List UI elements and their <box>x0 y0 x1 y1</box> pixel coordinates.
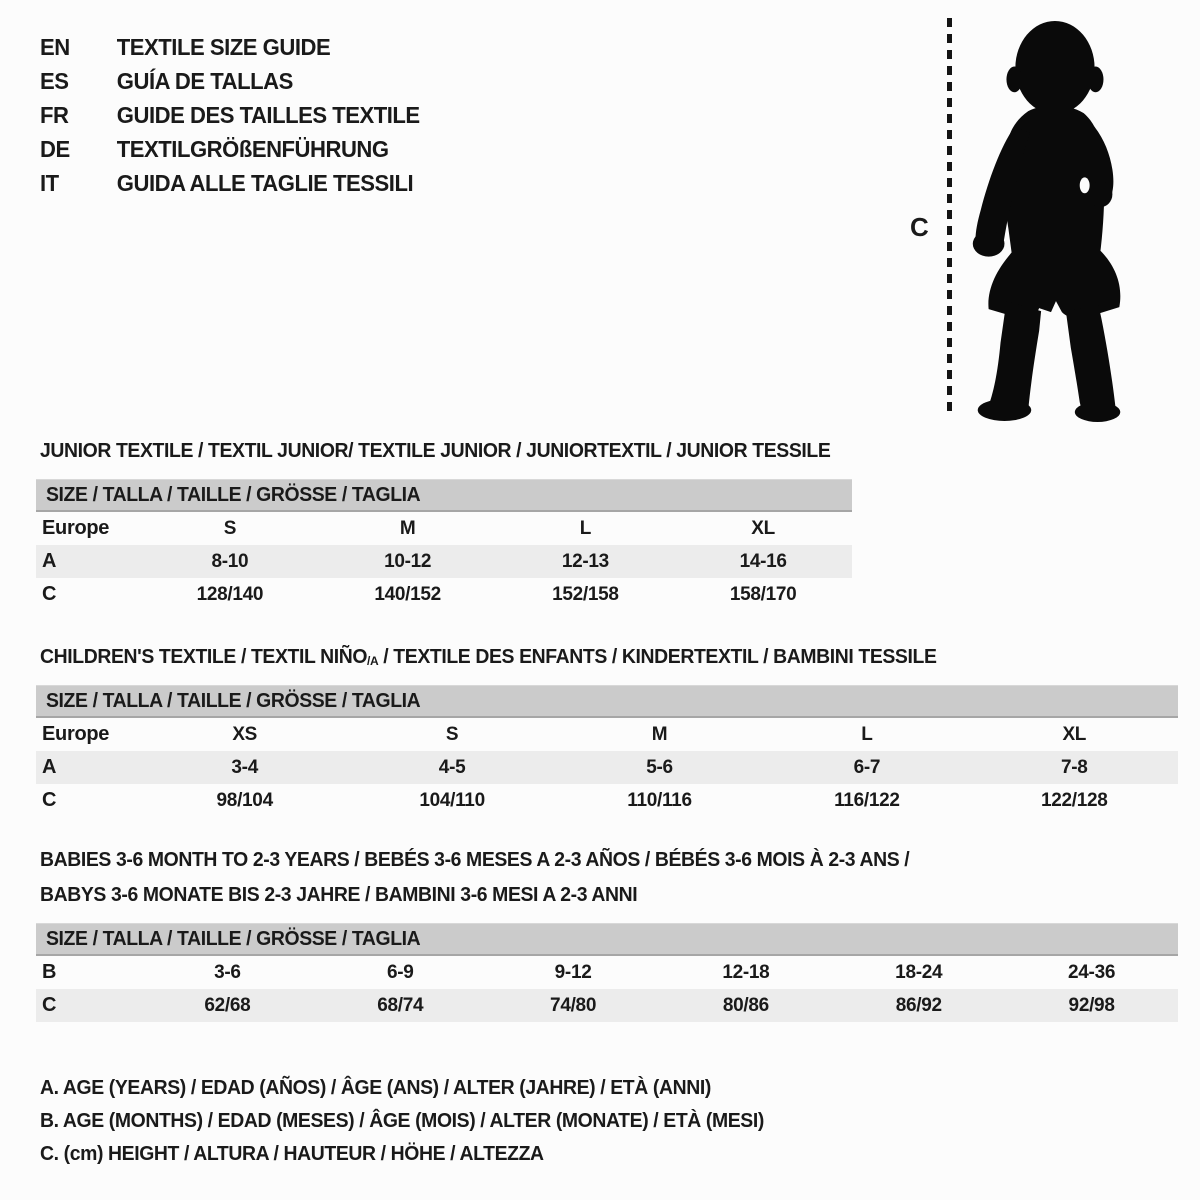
size-value-cell: 128/140 <box>196 583 264 605</box>
size-value-cell: 152/158 <box>552 583 619 605</box>
title-text: BABYS 3-6 MONATE BIS 2-3 JAHRE / BAMBINI 3-6 MESI A 2-3 ANNI <box>40 884 638 906</box>
language-row <box>40 132 420 166</box>
size-value-cell: L <box>579 517 592 539</box>
section-title-line <box>40 436 831 471</box>
size-value-cell: XS <box>232 723 258 745</box>
size-value-cell: S <box>223 517 237 539</box>
size-value-cell: 92/98 <box>1068 994 1115 1016</box>
size-value-cell: 62/68 <box>204 994 251 1016</box>
language-code: DE <box>40 135 70 162</box>
size-value-cell: 8-10 <box>211 550 249 572</box>
size-value-cell: M <box>651 723 668 745</box>
size-table-junior <box>36 512 852 611</box>
language-list <box>40 30 436 200</box>
size-value-cell: XL <box>751 517 775 539</box>
language-code: FR <box>40 101 69 128</box>
table-row <box>36 956 1178 989</box>
size-value-cell: 158/170 <box>729 583 797 605</box>
section-childrens-textile <box>36 642 1178 817</box>
size-value-cell: 116/122 <box>834 789 900 811</box>
size-value-cell: 14-16 <box>739 550 787 572</box>
size-value-cell: 10-12 <box>384 550 432 572</box>
section-babies <box>36 845 1178 1022</box>
size-header-label: SIZE / TALLA / TAILLE / GRÖSSE / TAGLIA <box>46 689 421 712</box>
language-code: IT <box>40 169 59 196</box>
size-value-cell: 6-9 <box>386 961 414 983</box>
size-value-cell: 98/104 <box>216 789 273 811</box>
table-row <box>36 512 852 545</box>
size-value-cell: S <box>445 723 459 745</box>
size-value-cell: 3-4 <box>231 756 258 778</box>
table-row <box>36 751 1178 784</box>
language-row <box>40 98 420 132</box>
footnote-line: B. AGE (MONTHS) / EDAD (MESES) / ÂGE (MOIS) / ALTER (MONATE) / ETÀ (MESI) <box>40 1110 764 1132</box>
size-value-cell: 7-8 <box>1061 756 1088 778</box>
title-text: / TEXTILE DES ENFANTS / KINDERTEXTIL / BAMBINI TESSILE <box>378 646 937 668</box>
title-subscript: /A <box>367 654 379 668</box>
size-value-cell: M <box>399 517 416 539</box>
row-label-cell: A <box>42 756 57 778</box>
section-title <box>36 642 1178 677</box>
section-title-line <box>40 880 1144 915</box>
size-header-bar <box>36 923 1178 956</box>
row-label-cell: C <box>42 583 57 605</box>
language-title: GUIDE DES TAILLES TEXTILE <box>116 101 420 128</box>
language-row <box>40 166 420 200</box>
footnote-line: A. AGE (YEARS) / EDAD (AÑOS) / ÂGE (ANS) / ALTER (JAHRE) / ETÀ (ANNI) <box>40 1077 711 1099</box>
table-row <box>36 545 852 578</box>
size-value-cell: 12-18 <box>722 961 770 983</box>
size-header-bar <box>36 685 1178 718</box>
size-value-cell: L <box>861 723 873 745</box>
section-junior-textile <box>36 436 852 611</box>
language-title: GUIDA ALLE TAGLIE TESSILI <box>116 169 414 196</box>
size-value-cell: 9-12 <box>554 961 592 983</box>
size-header-label: SIZE / TALLA / TAILLE / GRÖSSE / TAGLIA <box>46 483 421 506</box>
section-title-line <box>40 642 1144 677</box>
size-value-cell: 4-5 <box>438 756 466 778</box>
section-title <box>36 436 852 471</box>
size-value-cell: 3-6 <box>214 961 241 983</box>
baby-silhouette-icon <box>953 14 1151 426</box>
size-table-children <box>36 718 1178 817</box>
row-label-cell: C <box>42 994 57 1016</box>
size-value-cell: 122/128 <box>1040 789 1108 811</box>
row-label-cell: A <box>42 550 57 572</box>
size-header-bar <box>36 479 852 512</box>
size-value-cell: 24-36 <box>1068 961 1116 983</box>
title-text: CHILDREN'S TEXTILE / TEXTIL NIÑO <box>40 646 368 668</box>
row-label-cell: C <box>42 789 57 811</box>
size-header-label: SIZE / TALLA / TAILLE / GRÖSSE / TAGLIA <box>46 927 421 950</box>
height-measure-dashed-line <box>947 18 952 418</box>
table-row <box>36 989 1178 1022</box>
size-table-babies <box>36 956 1178 1022</box>
table-row <box>36 784 1178 817</box>
language-code: ES <box>40 67 69 94</box>
size-value-cell: 12-13 <box>561 550 609 572</box>
table-row <box>36 718 1178 751</box>
size-value-cell: 6-7 <box>853 756 881 778</box>
size-value-cell: 104/110 <box>419 789 485 811</box>
title-text: BABIES 3-6 MONTH TO 2-3 YEARS / BEBÉS 3-6 MESES A 2-3 AÑOS / BÉBÉS 3-6 MOIS À 2-3 ANS / <box>40 849 910 871</box>
footnote-line: C. (cm) HEIGHT / ALTURA / HAUTEUR / HÖHE / ALTEZZA <box>40 1143 544 1165</box>
row-label-cell: Europe <box>42 723 110 745</box>
size-value-cell: 80/86 <box>722 994 769 1016</box>
size-value-cell: 5-6 <box>646 756 673 778</box>
section-title <box>36 845 1178 915</box>
size-value-cell: 74/80 <box>550 994 597 1016</box>
language-row <box>40 64 420 98</box>
table-row <box>36 578 852 611</box>
row-label-cell: B <box>42 961 57 983</box>
footnotes <box>40 1072 786 1171</box>
size-value-cell: 140/152 <box>374 583 441 605</box>
height-measure-label: C <box>910 212 929 242</box>
size-value-cell: 86/92 <box>895 994 942 1016</box>
size-value-cell: 68/74 <box>377 994 424 1016</box>
size-value-cell: 110/116 <box>627 789 692 811</box>
row-label-cell: Europe <box>42 517 110 539</box>
section-title-line <box>40 845 1144 880</box>
language-title: TEXTILGRÖßENFÜHRUNG <box>116 135 389 162</box>
language-title: GUÍA DE TALLAS <box>116 67 293 94</box>
size-value-cell: XL <box>1062 723 1087 745</box>
language-title: TEXTILE SIZE GUIDE <box>116 33 331 60</box>
title-text: JUNIOR TEXTILE / TEXTIL JUNIOR/ TEXTILE JUNIOR / JUNIORTEXTIL / JUNIOR TESSILE <box>40 440 831 462</box>
language-row <box>40 30 420 64</box>
language-code: EN <box>40 33 70 60</box>
size-value-cell: 18-24 <box>895 961 943 983</box>
